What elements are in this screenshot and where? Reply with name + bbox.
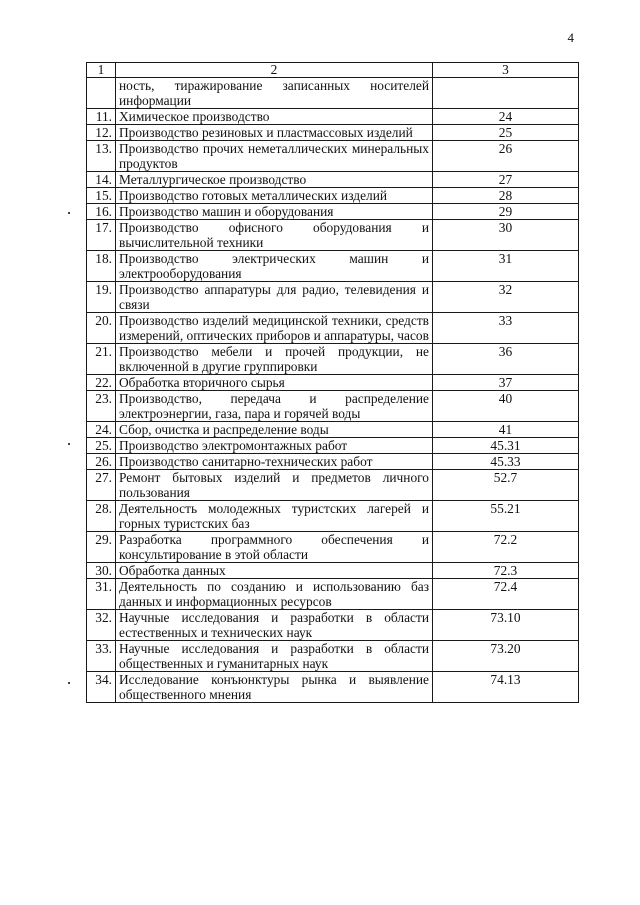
row-activity: Разработка программного обеспечения и консультирование в этой области bbox=[116, 532, 433, 563]
row-number: 24. bbox=[87, 422, 116, 438]
row-activity: Производство электрических машин и электрооборудования bbox=[116, 251, 433, 282]
table-row bbox=[87, 470, 579, 501]
row-activity: Обработка вторичного сырья bbox=[116, 375, 433, 391]
row-number: 15. bbox=[87, 188, 116, 204]
row-activity: Сбор, очистка и распределение воды bbox=[116, 422, 433, 438]
table-row bbox=[87, 672, 579, 703]
table-row bbox=[87, 251, 579, 282]
row-code: 55.21 bbox=[433, 501, 579, 532]
row-activity: Исследование конъюнктуры рынка и выявление общественного мнения bbox=[116, 672, 433, 703]
table-row bbox=[87, 438, 579, 454]
column-header-1: 1 bbox=[87, 63, 116, 78]
row-activity: Ремонт бытовых изделий и предметов личного пользования bbox=[116, 470, 433, 501]
row-number: 23. bbox=[87, 391, 116, 422]
row-activity: Производство, передача и распределение электроэнергии, газа, пара и горячей воды bbox=[116, 391, 433, 422]
row-activity: Деятельность молодежных туристских лагерей и горных туристских баз bbox=[116, 501, 433, 532]
table-row bbox=[87, 610, 579, 641]
row-number: 18. bbox=[87, 251, 116, 282]
column-header-3: 3 bbox=[433, 63, 579, 78]
row-code: 40 bbox=[433, 391, 579, 422]
table-row bbox=[87, 422, 579, 438]
row-code: 36 bbox=[433, 344, 579, 375]
row-activity: Химическое производство bbox=[116, 109, 433, 125]
row-number: 12. bbox=[87, 125, 116, 141]
row-number: 22. bbox=[87, 375, 116, 391]
table-row bbox=[87, 125, 579, 141]
row-activity: Научные исследования и разработки в области общественных и гуманитарных наук bbox=[116, 641, 433, 672]
row-code: 74.13 bbox=[433, 672, 579, 703]
row-code bbox=[433, 78, 579, 109]
row-number: 25. bbox=[87, 438, 116, 454]
row-number: 31. bbox=[87, 579, 116, 610]
row-code: 41 bbox=[433, 422, 579, 438]
row-number: 29. bbox=[87, 532, 116, 563]
table-row bbox=[87, 78, 579, 109]
table-row bbox=[87, 220, 579, 251]
table-body bbox=[87, 63, 579, 703]
row-code: 72.3 bbox=[433, 563, 579, 579]
column-header-2: 2 bbox=[116, 63, 433, 78]
row-activity: Обработка данных bbox=[116, 563, 433, 579]
row-number: 26. bbox=[87, 454, 116, 470]
activities-table bbox=[86, 62, 579, 703]
table-row bbox=[87, 375, 579, 391]
row-number: 19. bbox=[87, 282, 116, 313]
row-number: 30. bbox=[87, 563, 116, 579]
row-code: 26 bbox=[433, 141, 579, 172]
margin-mark bbox=[68, 212, 70, 214]
table-row bbox=[87, 641, 579, 672]
margin-mark bbox=[68, 443, 70, 445]
row-code: 27 bbox=[433, 172, 579, 188]
row-code: 24 bbox=[433, 109, 579, 125]
row-activity: Производство изделий медицинской техники, средств измерений, оптических приборов и аппаратуры, часов bbox=[116, 313, 433, 344]
row-code: 37 bbox=[433, 375, 579, 391]
row-code: 45.33 bbox=[433, 454, 579, 470]
table-row bbox=[87, 109, 579, 125]
table-row bbox=[87, 563, 579, 579]
row-activity: Производство резиновых и пластмассовых изделий bbox=[116, 125, 433, 141]
row-number bbox=[87, 78, 116, 109]
row-activity: Производство готовых металлических изделий bbox=[116, 188, 433, 204]
row-activity: Производство машин и оборудования bbox=[116, 204, 433, 220]
row-number: 33. bbox=[87, 641, 116, 672]
table-row bbox=[87, 501, 579, 532]
row-activity: Производство мебели и прочей продукции, не включенной в другие группировки bbox=[116, 344, 433, 375]
table-row bbox=[87, 344, 579, 375]
row-activity: ность, тиражирование записанных носителей информации bbox=[116, 78, 433, 109]
row-activity: Производство санитарно-технических работ bbox=[116, 454, 433, 470]
row-code: 73.10 bbox=[433, 610, 579, 641]
table-row bbox=[87, 391, 579, 422]
row-activity: Производство аппаратуры для радио, телевидения и связи bbox=[116, 282, 433, 313]
row-code: 45.31 bbox=[433, 438, 579, 454]
row-number: 16. bbox=[87, 204, 116, 220]
row-code: 25 bbox=[433, 125, 579, 141]
row-code: 29 bbox=[433, 204, 579, 220]
row-activity: Производство прочих неметаллических минеральных продуктов bbox=[116, 141, 433, 172]
table-row bbox=[87, 204, 579, 220]
table-row bbox=[87, 454, 579, 470]
row-code: 31 bbox=[433, 251, 579, 282]
table-row bbox=[87, 282, 579, 313]
row-number: 13. bbox=[87, 141, 116, 172]
row-number: 28. bbox=[87, 501, 116, 532]
row-number: 27. bbox=[87, 470, 116, 501]
row-activity: Производство офисного оборудования и вычислительной техники bbox=[116, 220, 433, 251]
row-code: 28 bbox=[433, 188, 579, 204]
row-number: 14. bbox=[87, 172, 116, 188]
row-number: 11. bbox=[87, 109, 116, 125]
row-code: 73.20 bbox=[433, 641, 579, 672]
table-row bbox=[87, 532, 579, 563]
row-activity: Деятельность по созданию и использованию баз данных и информационных ресурсов bbox=[116, 579, 433, 610]
row-code: 33 bbox=[433, 313, 579, 344]
table-row bbox=[87, 141, 579, 172]
row-number: 34. bbox=[87, 672, 116, 703]
table-header-row bbox=[87, 63, 579, 78]
row-code: 32 bbox=[433, 282, 579, 313]
row-activity: Металлургическое производство bbox=[116, 172, 433, 188]
table-row bbox=[87, 313, 579, 344]
row-number: 20. bbox=[87, 313, 116, 344]
row-code: 30 bbox=[433, 220, 579, 251]
row-activity: Научные исследования и разработки в области естественных и технических наук bbox=[116, 610, 433, 641]
page-number: 4 bbox=[567, 30, 574, 45]
row-activity: Производство электромонтажных работ bbox=[116, 438, 433, 454]
row-number: 17. bbox=[87, 220, 116, 251]
table-row bbox=[87, 188, 579, 204]
row-number: 21. bbox=[87, 344, 116, 375]
row-code: 52.7 bbox=[433, 470, 579, 501]
row-code: 72.4 bbox=[433, 579, 579, 610]
row-number: 32. bbox=[87, 610, 116, 641]
table-row bbox=[87, 579, 579, 610]
row-code: 72.2 bbox=[433, 532, 579, 563]
margin-mark bbox=[68, 682, 70, 684]
table-row bbox=[87, 172, 579, 188]
